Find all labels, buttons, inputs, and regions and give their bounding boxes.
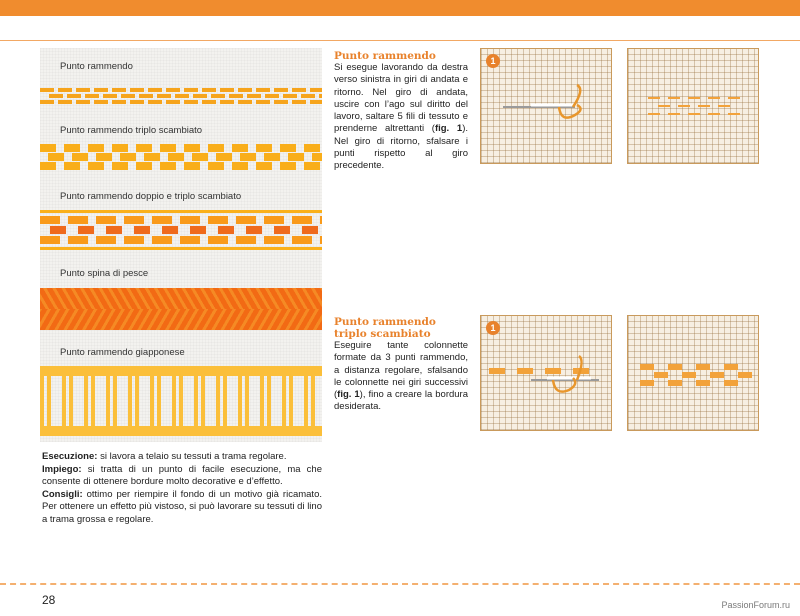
section2-title-line1: Punto rammendo: [334, 316, 436, 328]
section2-text-after: ), fino a creare la bordura desiderata.: [334, 389, 468, 413]
section2-text-before: Eseguire tante colonnette formate da 3 punti rammendo, a distanza regolare, sfalsando le colonnette nei giri successivi (: [334, 340, 468, 401]
note-execution: [42, 451, 322, 464]
note-execution-label: Esecuzione:: [42, 451, 98, 462]
section1-figure-step: [480, 48, 612, 164]
footer-rule: [0, 583, 800, 585]
stitch-result-2: [628, 316, 760, 432]
section2-fig-badge: 1: [486, 321, 500, 335]
note-execution-text: si lavora a telaio su tessuti a trama regolare.: [97, 451, 287, 462]
section2-figure-result: [627, 315, 759, 431]
sample-giapponese: [40, 366, 322, 436]
header-rule: [0, 40, 800, 41]
sample-doppio-triplo: [40, 210, 322, 250]
label-doppio-triplo: Punto rammendo doppio e triplo scambiato: [60, 191, 242, 202]
note-use-label: Impiego:: [42, 463, 82, 475]
sample-punto-rammendo: [40, 86, 322, 104]
section1-text: [334, 62, 468, 173]
note-tips-text: ottimo per riempire il fondo di un motivo già ricamato. Per ottenere un effetto più vistoso, si può lavorare su tessuti di lino a trama grossa e regolare.: [42, 488, 322, 525]
sample-spina-di-pesce: [40, 288, 322, 330]
section2-figure-step: [480, 315, 612, 431]
watermark: PassionForum.ru: [721, 600, 790, 610]
label-giapponese: Punto rammendo giapponese: [60, 347, 185, 358]
note-tips: [42, 489, 322, 527]
section1-fig-ref: fig. 1: [434, 123, 463, 135]
stitch-result-1: [628, 49, 760, 165]
section2-fig-ref: fig. 1: [337, 389, 360, 401]
section1-title: Punto rammendo: [334, 50, 436, 62]
note-use-text: si tratta di un punto di facile esecuzione, ma che consente di ottenere bordure molto decorative e d’effetto.: [42, 463, 322, 487]
needle-diagram-2: [481, 316, 613, 432]
label-punto-rammendo: Punto rammendo: [60, 61, 133, 72]
needle-diagram-1: [481, 49, 613, 165]
section2-text: [334, 340, 468, 414]
note-tips-label: Consigli:: [42, 488, 83, 500]
section2-title: [334, 316, 436, 340]
section1-text-before: Si esegue lavorando da destra verso sinistra in giri di andata e ritorno. Nel giro di andata, uscire con l’ago sul diritto del lavoro, saltare 5 fili di tessuto e prenderne altrettanti (: [334, 62, 468, 135]
header-accent-bar: [0, 0, 800, 16]
label-spina-di-pesce: Punto spina di pesce: [60, 268, 149, 279]
section1-text-after: ). Nel giro di ritorno, sfalsare i punti rispetto al giro precedente.: [334, 123, 468, 172]
section1-figure-result: [627, 48, 759, 164]
page-number: 28: [42, 593, 56, 607]
section1-fig-badge: 1: [486, 54, 500, 68]
sample-triplo-scambiato: [40, 144, 322, 170]
label-triplo-scambiato: Punto rammendo triplo scambiato: [60, 125, 203, 136]
section2-title-line2: triplo scambiato: [334, 328, 431, 340]
notes-block: [42, 451, 322, 526]
note-use: [42, 464, 322, 489]
stitch-samples-photo: [40, 48, 322, 442]
